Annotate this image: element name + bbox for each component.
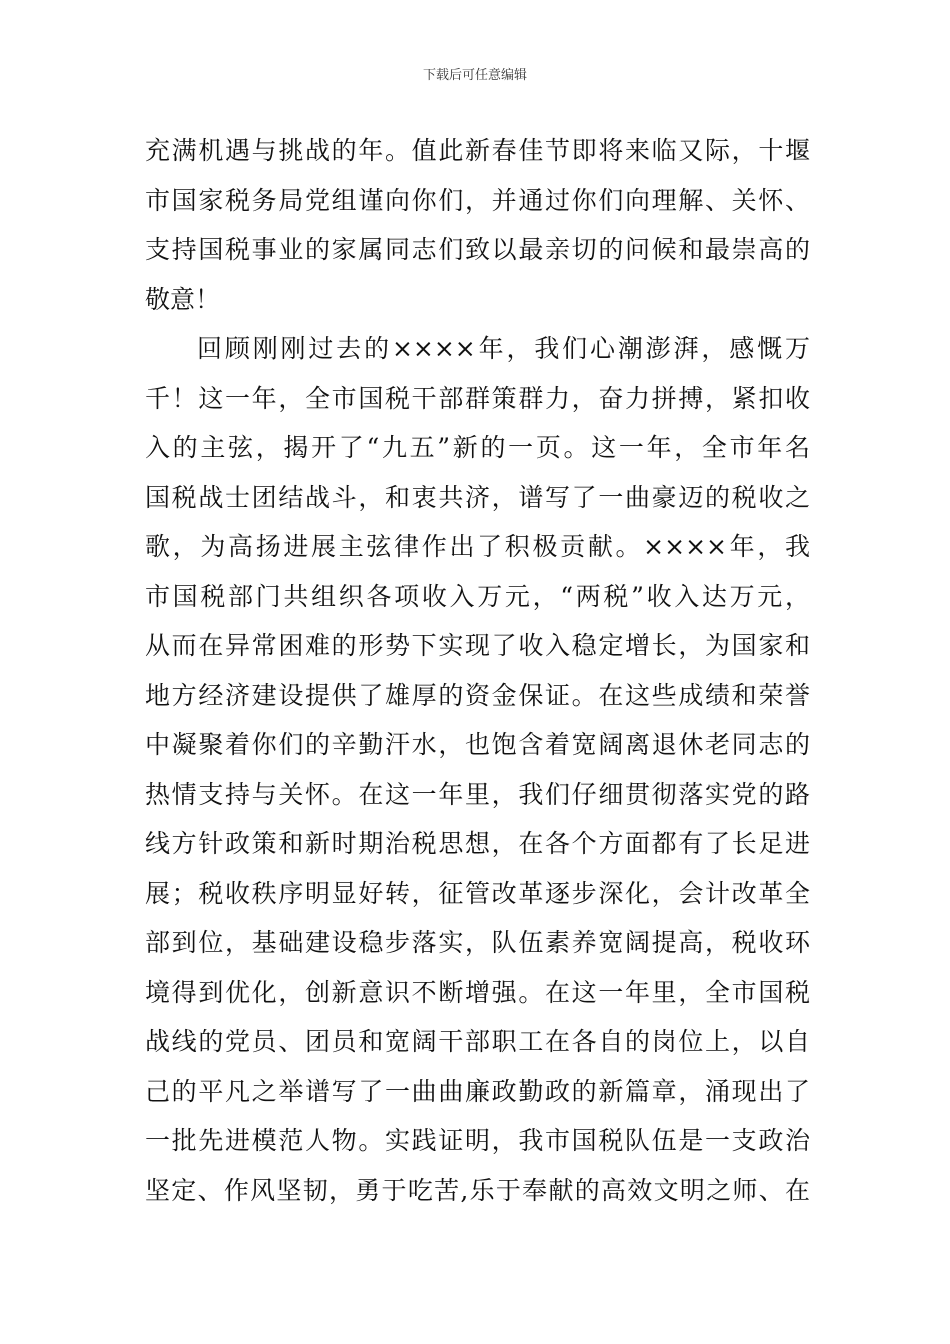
text-line: 敬意！ [145,284,221,314]
paragraph-start-line: 回顾刚刚过去的××××年，我们心潮澎湃，感慨万 [197,334,810,363]
text-line: 市国家税务局党组谨向你们，并通过你们向理解、关怀、 [145,185,810,215]
text-line: 己的平凡之举谱写了一曲曲廉政勤政的新篇章，涌现出了 [145,1076,810,1106]
text-line: 歌，为高扬进展主弦律作出了积极贡献。××××年，我 [145,532,810,561]
text-line: 战线的党员、团员和宽阔干部职工在各自的岗位上，以自 [145,1027,810,1056]
page-header: 下载后可任意编辑 [422,68,527,83]
text-line: 千！这一年，全市国税干部群策群力，奋力拼搏，紧扣收 [145,383,810,413]
text-line: 从而在异常困难的形势下实现了收入稳定增长，为国家和 [145,631,810,660]
text-line: 境得到优化，创新意识不断增强。在这一年里，全市国税 [145,977,810,1007]
text-line: 地方经济建设提供了雄厚的资金保证。在这些成绩和荣誉 [145,680,810,710]
text-line: 中凝聚着你们的辛勤汗水，也饱含着宽阔离退休老同志的 [145,730,810,759]
document-body [145,126,810,1215]
text-line: 热情支持与关怀。在这一年里，我们仔细贯彻落实党的路 [145,779,810,809]
text-line: 国税战士团结战斗，和衷共济，谱写了一曲豪迈的税收之 [145,482,810,512]
text-line: 市国税部门共组织各项收入万元，“两税”收入达万元， [145,581,810,611]
text-line: 部到位，基础建设稳步落实，队伍素养宽阔提高，税收环 [145,928,810,957]
text-line: 一批先进模范人物。实践证明，我市国税队伍是一支政治 [145,1126,810,1155]
text-line: 入的主弦，揭开了“九五”新的一页。这一年，全市年名 [145,433,810,462]
text-line: 坚定、作风坚韧，勇于吃苦,乐于奉献的高效文明之师、在 [145,1175,810,1205]
text-line: 支持国税事业的家属同志们致以最亲切的问候和最崇高的 [145,235,810,264]
text-line: 线方针政策和新时期治税思想，在各个方面都有了长足进 [145,829,810,858]
text-line: 充满机遇与挑战的年。值此新春佳节即将来临又际，十堰 [145,136,810,165]
text-line: 展；税收秩序明显好转，征管改革逐步深化，会计改革全 [145,878,810,908]
